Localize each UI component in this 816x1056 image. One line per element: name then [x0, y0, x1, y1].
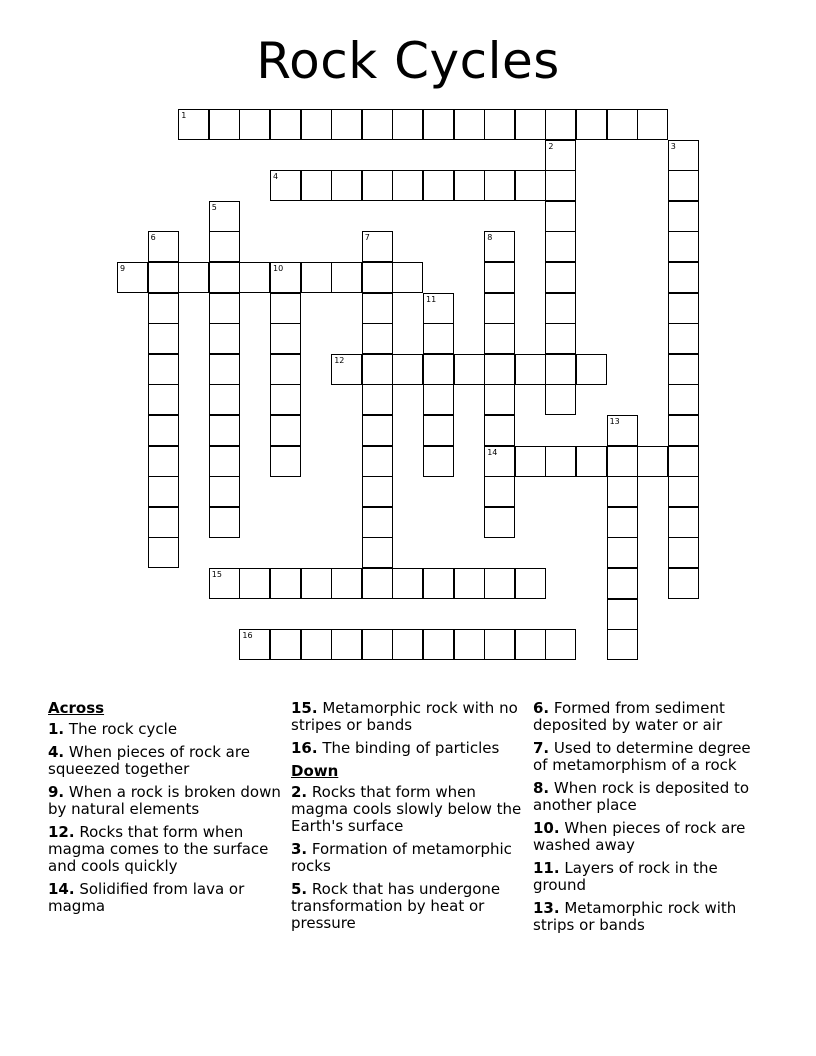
grid-cell[interactable]: [362, 507, 393, 538]
grid-cell[interactable]: [239, 568, 270, 599]
grid-cell[interactable]: [270, 323, 301, 354]
grid-cell[interactable]: [515, 109, 546, 140]
cell-number: 2: [548, 141, 554, 151]
grid-cell[interactable]: [668, 354, 699, 385]
grid-cell[interactable]: [362, 629, 393, 660]
grid-cell[interactable]: [668, 415, 699, 446]
grid-cell[interactable]: [423, 446, 454, 477]
cell-number: 9: [120, 264, 126, 273]
across-clue: [48, 824, 284, 875]
grid-cell[interactable]: [545, 446, 576, 477]
clues-column-1: [48, 700, 284, 921]
clue-text: Rock that has undergone transformation by heat or pressure: [291, 880, 501, 932]
grid-cell[interactable]: [301, 568, 332, 599]
grid-cell[interactable]: [148, 384, 179, 415]
grid-cell[interactable]: [607, 629, 638, 660]
grid-cell[interactable]: [668, 537, 699, 568]
grid-cell[interactable]: [484, 323, 515, 354]
cell-number: 1: [181, 111, 187, 120]
grid-cell[interactable]: [362, 384, 393, 415]
grid-cell[interactable]: [668, 476, 699, 507]
cell-number: 6: [150, 233, 156, 243]
grid-cell[interactable]: [668, 323, 699, 354]
clue-text: When pieces of rock are washed away: [533, 819, 746, 854]
clue-number: 15.: [291, 699, 318, 717]
grid-cell[interactable]: [607, 599, 638, 630]
clue-number: 12.: [48, 823, 75, 841]
grid-cell[interactable]: [607, 568, 638, 599]
down-clue: [291, 881, 527, 932]
grid-cell[interactable]: [668, 507, 699, 538]
clue-text: Rocks that form when magma comes to the surface and cools quickly: [48, 823, 269, 875]
grid-cell[interactable]: [545, 323, 576, 354]
clue-text: Metamorphic rock with strips or bands: [533, 899, 737, 934]
cell-number: 4: [273, 172, 279, 182]
cell-number: 3: [670, 141, 676, 151]
down-clue: [533, 700, 769, 734]
grid-cell[interactable]: [423, 170, 454, 201]
grid-cell[interactable]: [545, 384, 576, 415]
grid-cell[interactable]: [301, 262, 332, 293]
cell-number: 13: [609, 417, 620, 426]
grid-cell[interactable]: [423, 568, 454, 599]
grid-cell[interactable]: [607, 446, 638, 477]
grid-cell[interactable]: [545, 354, 576, 385]
grid-cell[interactable]: [545, 109, 576, 140]
grid-cell[interactable]: [454, 170, 485, 201]
clue-text: When pieces of rock are squeezed together: [48, 743, 250, 778]
cell-number: 14: [487, 447, 498, 457]
across-heading: Across: [48, 699, 105, 717]
across-clue-list-b: [291, 700, 527, 757]
grid-cell[interactable]: [362, 170, 393, 201]
down-clue-list-a: [291, 784, 527, 932]
grid-cell[interactable]: [637, 109, 668, 140]
clue-number: 6.: [533, 699, 550, 717]
clue-text: Formed from sediment deposited by water or air: [533, 699, 725, 734]
clues-column-2: [291, 700, 527, 938]
clue-text: Used to determine degree of metamorphism of a rock: [533, 739, 751, 774]
grid-cell[interactable]: [209, 446, 240, 477]
grid-cell[interactable]: [148, 354, 179, 385]
grid-cell[interactable]: [148, 507, 179, 538]
grid-cell[interactable]: [362, 537, 393, 568]
grid-cell[interactable]: [392, 354, 423, 385]
clue-text: The rock cycle: [64, 720, 178, 738]
grid-cell[interactable]: [270, 629, 301, 660]
grid-cell[interactable]: [209, 262, 240, 293]
grid-cell[interactable]: [331, 262, 362, 293]
grid-cell[interactable]: [484, 415, 515, 446]
cell-number: 15: [211, 570, 222, 579]
down-clue: [533, 900, 769, 934]
grid-cell[interactable]: [209, 109, 240, 140]
grid-cell[interactable]: [331, 568, 362, 599]
cell-number: 8: [487, 233, 493, 243]
grid-cell[interactable]: [148, 293, 179, 324]
down-clue: [533, 860, 769, 894]
down-clue: [533, 820, 769, 854]
across-clue: [48, 721, 284, 738]
grid-cell[interactable]: [545, 201, 576, 232]
grid-cell[interactable]: [607, 537, 638, 568]
grid-cell[interactable]: [668, 568, 699, 599]
grid-cell[interactable]: [454, 109, 485, 140]
across-clue: [48, 744, 284, 778]
grid-cell[interactable]: [239, 262, 270, 293]
grid-cell[interactable]: [484, 262, 515, 293]
grid-cell[interactable]: [209, 323, 240, 354]
grid-cell[interactable]: [454, 629, 485, 660]
grid-cell[interactable]: [668, 446, 699, 477]
grid-cell[interactable]: [270, 293, 301, 324]
grid-cell[interactable]: [392, 568, 423, 599]
down-clue: [291, 841, 527, 875]
grid-cell[interactable]: [484, 629, 515, 660]
grid-cell[interactable]: [209, 507, 240, 538]
grid-cell[interactable]: [423, 384, 454, 415]
grid-cell[interactable]: [515, 170, 546, 201]
grid-cell[interactable]: [362, 415, 393, 446]
clue-number: 11.: [533, 859, 560, 877]
clue-text: The binding of particles: [317, 739, 500, 757]
clues-column-3: [533, 700, 769, 940]
across-clue: [291, 740, 527, 757]
clue-number: 9.: [48, 783, 65, 801]
grid-cell[interactable]: [484, 507, 515, 538]
clue-number: 2.: [291, 783, 308, 801]
cell-number: 7: [364, 233, 370, 243]
grid-cell[interactable]: [362, 446, 393, 477]
grid-cell[interactable]: [668, 262, 699, 293]
grid-cell[interactable]: [270, 415, 301, 446]
down-heading: Down: [291, 762, 339, 780]
clue-text: Rocks that form when magma cools slowly below the Earth's surface: [291, 783, 522, 835]
across-clue-list-a: [48, 721, 284, 915]
clue-text: Solidified from lava or magma: [48, 880, 245, 915]
grid-cell[interactable]: [454, 568, 485, 599]
clue-number: 10.: [533, 819, 560, 837]
grid-cell[interactable]: [515, 354, 546, 385]
grid-cell[interactable]: [209, 231, 240, 262]
grid-cell[interactable]: [607, 476, 638, 507]
grid-cell[interactable]: [209, 476, 240, 507]
clue-number: 3.: [291, 840, 308, 858]
grid-cell[interactable]: [545, 293, 576, 324]
clue-text: Metamorphic rock with no stripes or bands: [291, 699, 518, 734]
grid-cell[interactable]: [331, 109, 362, 140]
down-clue-list-b: [533, 700, 769, 934]
grid-cell[interactable]: [484, 384, 515, 415]
grid-cell[interactable]: [209, 354, 240, 385]
grid-cell[interactable]: [209, 415, 240, 446]
across-clue: [291, 700, 527, 734]
grid-cell[interactable]: [576, 354, 607, 385]
grid-cell[interactable]: [423, 354, 454, 385]
grid-cell[interactable]: [270, 568, 301, 599]
grid-cell[interactable]: [668, 170, 699, 201]
grid-cell[interactable]: [423, 629, 454, 660]
grid-cell[interactable]: [209, 384, 240, 415]
grid-cell[interactable]: [270, 109, 301, 140]
clue-number: 16.: [291, 739, 318, 757]
clue-number: 13.: [533, 899, 560, 917]
grid-cell[interactable]: [637, 446, 668, 477]
grid-cell[interactable]: [362, 293, 393, 324]
grid-cell[interactable]: [668, 293, 699, 324]
grid-cell[interactable]: [515, 446, 546, 477]
across-clue: [48, 784, 284, 818]
clue-number: 7.: [533, 739, 550, 757]
grid-cell[interactable]: [545, 231, 576, 262]
grid-cell[interactable]: [148, 262, 179, 293]
grid-cell[interactable]: [362, 568, 393, 599]
grid-cell[interactable]: [607, 507, 638, 538]
grid-cell[interactable]: [607, 109, 638, 140]
grid-cell[interactable]: [148, 537, 179, 568]
cell-number: 5: [211, 202, 217, 212]
down-clue: [533, 780, 769, 814]
grid-cell[interactable]: [270, 354, 301, 385]
grid-cell[interactable]: [576, 109, 607, 140]
down-clue: [291, 784, 527, 835]
grid-cell[interactable]: [423, 109, 454, 140]
grid-cell[interactable]: [362, 109, 393, 140]
cell-number: 12: [334, 355, 345, 365]
grid-cell[interactable]: [515, 568, 546, 599]
grid-cell[interactable]: [423, 415, 454, 446]
grid-cell[interactable]: [545, 262, 576, 293]
clue-number: 14.: [48, 880, 75, 898]
grid-cell[interactable]: [668, 201, 699, 232]
grid-cell[interactable]: [209, 293, 240, 324]
grid-cell[interactable]: [239, 109, 270, 140]
grid-cell[interactable]: [484, 109, 515, 140]
grid-cell[interactable]: [148, 446, 179, 477]
grid-cell[interactable]: [545, 629, 576, 660]
grid-cell[interactable]: [668, 384, 699, 415]
grid-cell[interactable]: [484, 568, 515, 599]
grid-cell[interactable]: [484, 354, 515, 385]
grid-cell[interactable]: [301, 629, 332, 660]
grid-cell[interactable]: [576, 446, 607, 477]
grid-cell[interactable]: [454, 354, 485, 385]
grid-cell[interactable]: [148, 323, 179, 354]
grid-cell[interactable]: [362, 354, 393, 385]
grid-cell[interactable]: [301, 109, 332, 140]
grid-cell[interactable]: [668, 231, 699, 262]
clue-number: 1.: [48, 720, 65, 738]
grid-cell[interactable]: [423, 323, 454, 354]
clue-text: Layers of rock in the ground: [533, 859, 718, 894]
grid-cell[interactable]: [545, 170, 576, 201]
clue-number: 4.: [48, 743, 65, 761]
grid-cell[interactable]: [270, 446, 301, 477]
grid-cell[interactable]: [362, 476, 393, 507]
across-clue: [48, 881, 284, 915]
cell-number: 10: [273, 264, 284, 273]
grid-cell[interactable]: [484, 476, 515, 507]
clue-number: 8.: [533, 779, 550, 797]
down-clue: [533, 740, 769, 774]
grid-cell[interactable]: [178, 262, 209, 293]
cell-number: 11: [426, 294, 437, 304]
grid-cell[interactable]: [362, 262, 393, 293]
grid-cell[interactable]: [148, 415, 179, 446]
grid-cell[interactable]: [331, 170, 362, 201]
grid-cell[interactable]: [301, 170, 332, 201]
cell-number: 16: [242, 631, 253, 641]
clue-text: Formation of metamorphic rocks: [291, 840, 512, 875]
grid-cell[interactable]: [392, 109, 423, 140]
grid-cell[interactable]: [515, 629, 546, 660]
grid-cell[interactable]: [392, 170, 423, 201]
grid-cell[interactable]: [148, 476, 179, 507]
clue-text: When a rock is broken down by natural elements: [48, 783, 281, 818]
grid-cell[interactable]: [270, 384, 301, 415]
grid-cell[interactable]: [484, 293, 515, 324]
grid-cell[interactable]: [392, 629, 423, 660]
grid-cell[interactable]: [362, 323, 393, 354]
grid-cell[interactable]: [331, 629, 362, 660]
clue-number: 5.: [291, 880, 308, 898]
grid-cell[interactable]: [392, 262, 423, 293]
grid-cell[interactable]: [484, 170, 515, 201]
clue-text: When rock is deposited to another place: [533, 779, 750, 814]
puzzle-title: Rock Cycles: [256, 32, 560, 90]
